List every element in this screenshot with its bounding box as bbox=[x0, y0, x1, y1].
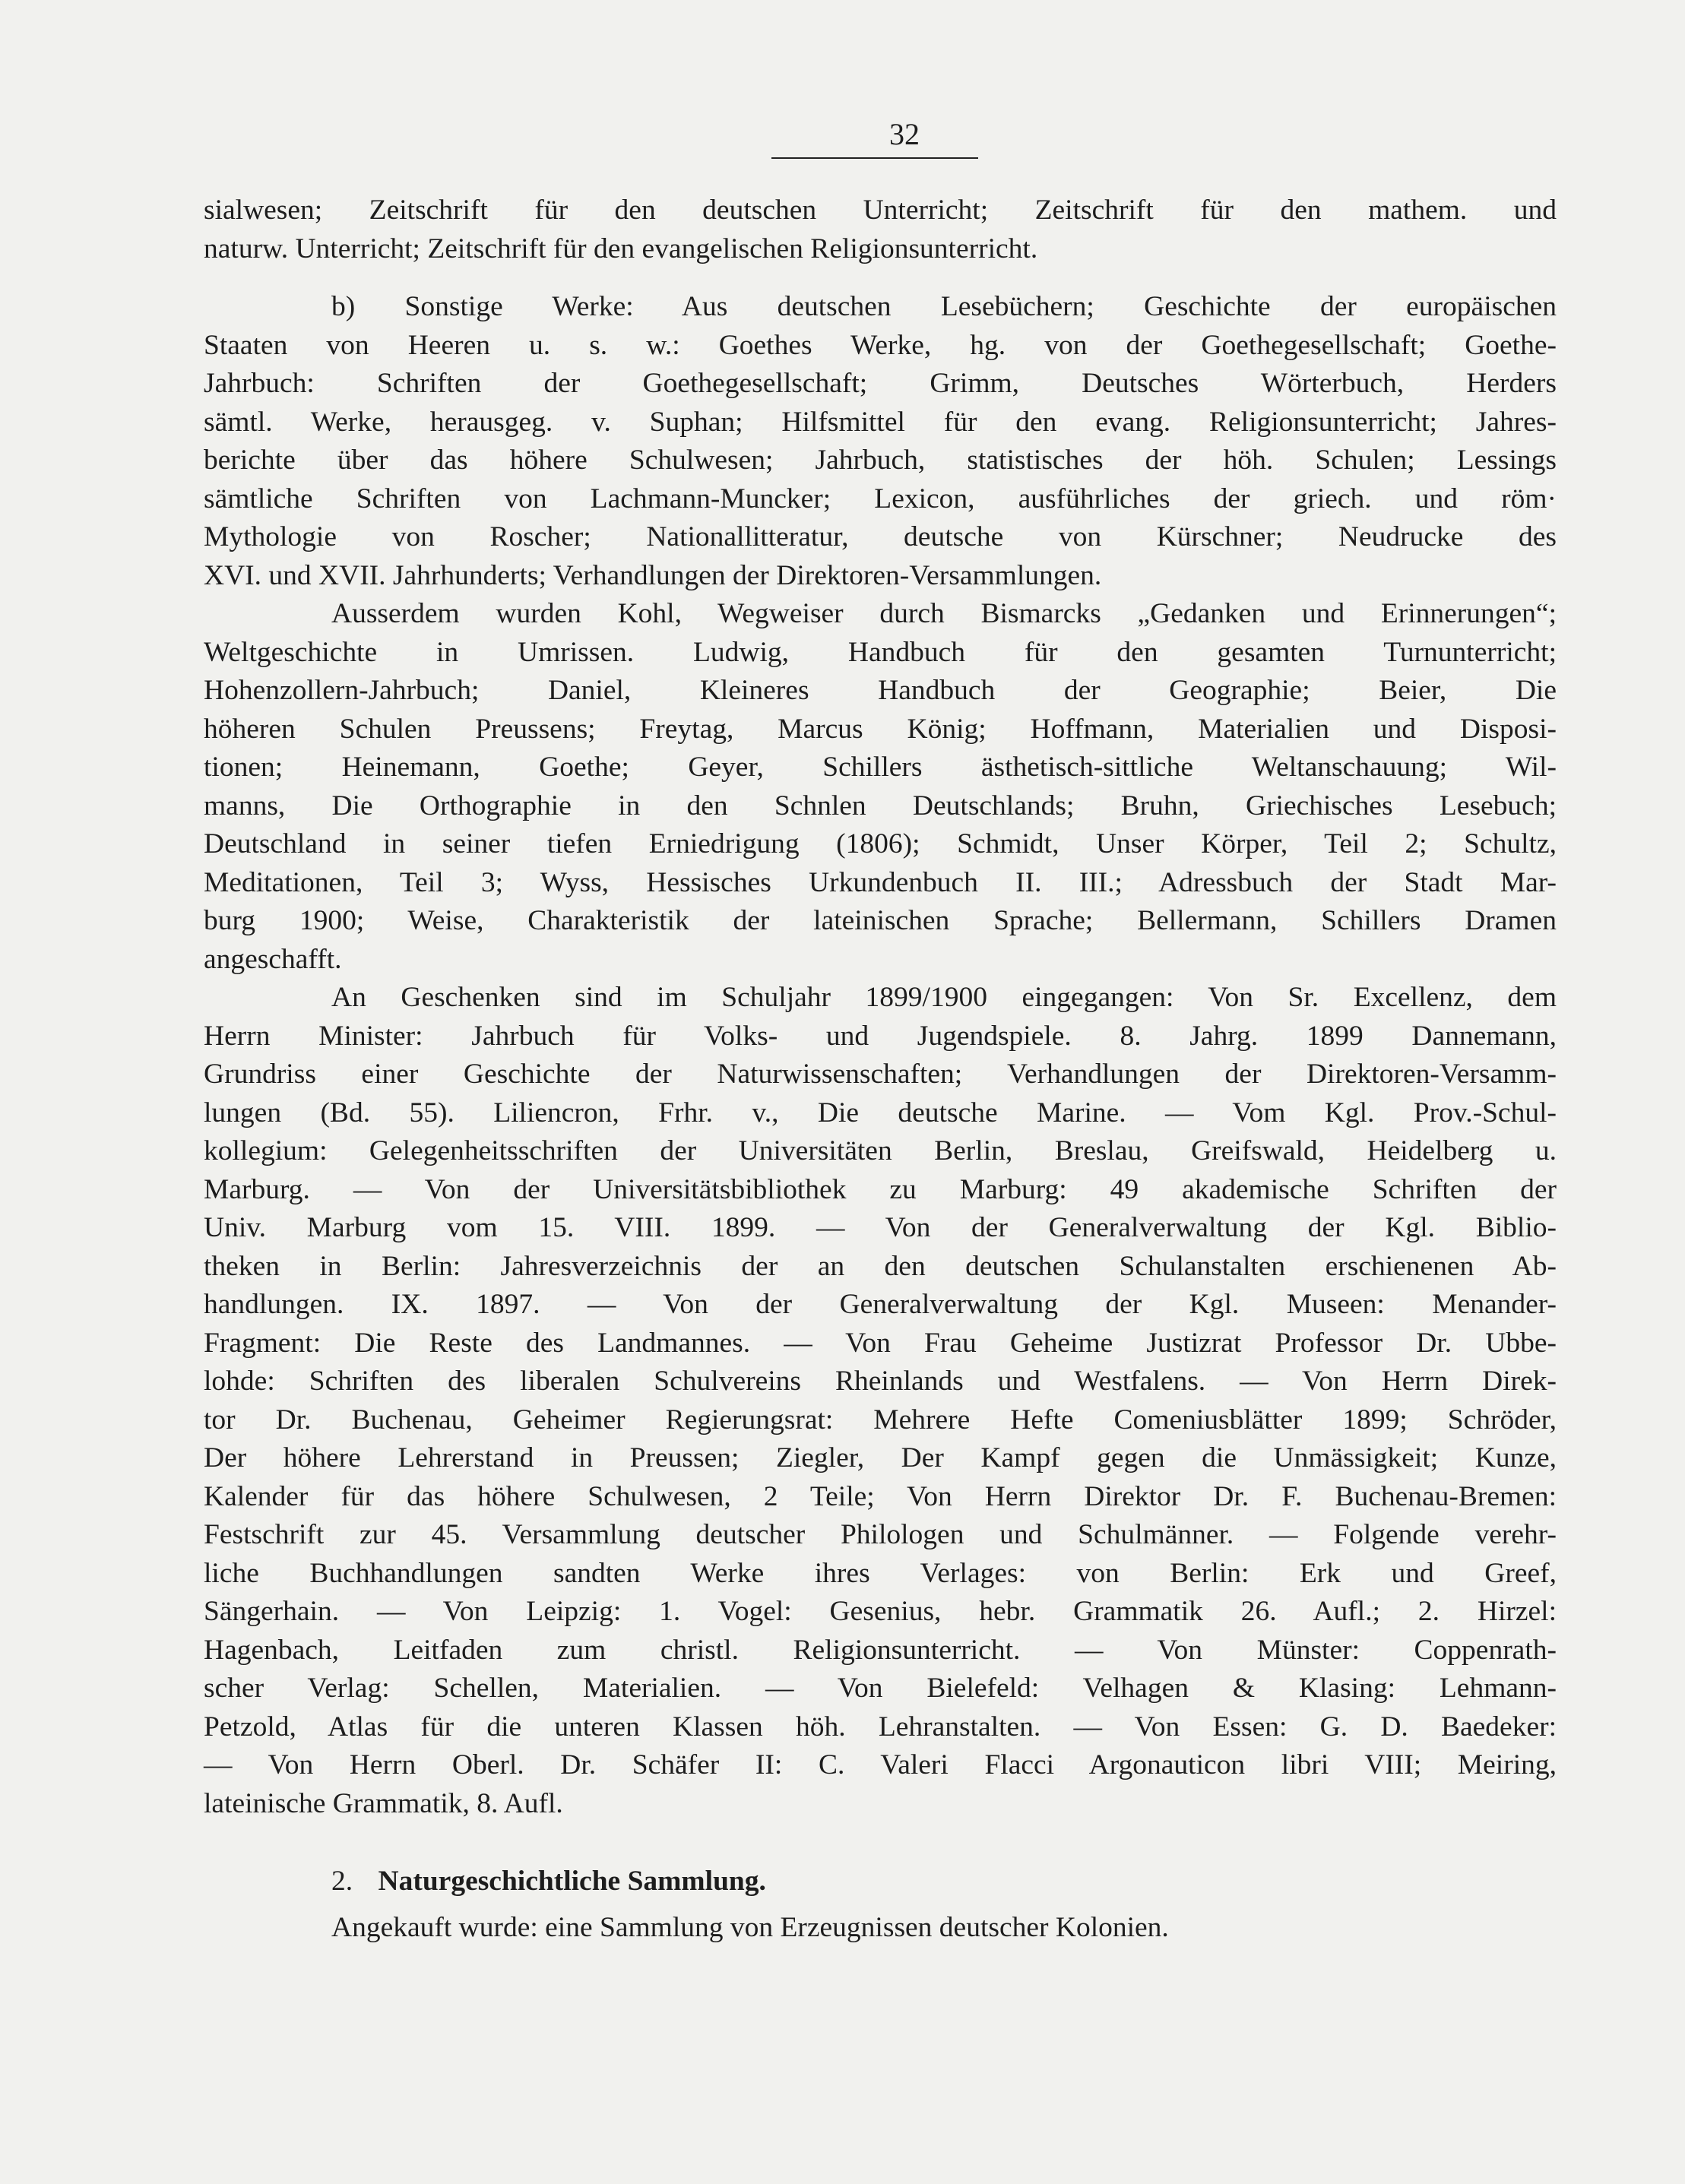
page-body bbox=[204, 191, 1557, 1947]
text-line: Grundriss einer Geschichte der Naturwissenschaften; Verhandlungen der Direktoren-Versamm- bbox=[204, 1059, 1557, 1090]
page-number: 32 bbox=[889, 117, 920, 151]
text-line: Hohenzollern-Jahrbuch; Daniel, Kleineres Handbuch der Geographie; Beier, Die bbox=[204, 675, 1557, 706]
text-line: Univ. Marburg vom 15. VIII. 1899. — Von der Generalverwaltung der Kgl. Biblio- bbox=[204, 1212, 1557, 1243]
paragraph-gap bbox=[204, 268, 1557, 288]
text-line: XVI. und XVII. Jahrhunderts; Verhandlungen der Direktoren-Versammlungen. bbox=[204, 559, 1102, 591]
text-line: Staaten von Heeren u. s. w.: Goethes Werke, hg. von der Goethegesellschaft; Goethe- bbox=[204, 329, 1557, 361]
page-number-rule bbox=[771, 157, 978, 159]
text-line: höheren Schulen Preussens; Freytag, Marcus König; Hoffmann, Materialien und Disposi- bbox=[204, 713, 1557, 745]
text-line: Hagenbach, Leitfaden zum christl. Religionsunterricht. — Von Münster: Coppenrath- bbox=[204, 1634, 1557, 1666]
text-line: b) Sonstige Werke: Aus deutschen Lesebüchern; Geschichte der europäischen bbox=[331, 291, 1557, 322]
text-line: sämtliche Schriften von Lachmann-Muncker; Lexicon, ausführliches der griech. und röm· bbox=[204, 483, 1557, 514]
text-line: Jahrbuch: Schriften der Goethegesellschaft; Grimm, Deutsches Wörterbuch, Herders bbox=[204, 368, 1557, 399]
text-line: sialwesen; Zeitschrift für den deutschen Unterricht; Zeitschrift für den mathem. und bbox=[204, 195, 1557, 226]
text-line: Weltgeschichte in Umrissen. Ludwig, Handbuch für den gesamten Turnunterricht; bbox=[204, 636, 1557, 668]
text-line: Petzold, Atlas für die unteren Klassen höh. Lehranstalten. — Von Essen: G. D. Baedeker: bbox=[204, 1711, 1557, 1742]
section-number: 2. bbox=[331, 1866, 353, 1897]
text-line: lateinische Grammatik, 8. Aufl. bbox=[204, 1787, 563, 1819]
section-heading bbox=[204, 1863, 1557, 1901]
text-line: theken in Berlin: Jahresverzeichnis der an den deutschen Schulanstalten erschienenen Ab- bbox=[204, 1250, 1557, 1282]
text-line: tionen; Heinemann, Goethe; Geyer, Schillers ästhetisch-sittliche Weltanschauung; Wil- bbox=[204, 752, 1557, 783]
text-line: scher Verlag: Schellen, Materialien. — Von Bielefeld: Velhagen & Klasing: Lehmann- bbox=[204, 1673, 1557, 1704]
section-title: Naturgeschichtliche Sammlung. bbox=[378, 1866, 766, 1897]
text-line: Marburg. — Von der Universitätsbibliothek zu Marburg: 49 akademische Schriften der bbox=[204, 1173, 1557, 1205]
text-line: Fragment: Die Reste des Landmannes. — Von Frau Geheime Justizrat Professor Dr. Ubbe- bbox=[204, 1327, 1557, 1359]
text-line: sämtl. Werke, herausgeg. v. Suphan; Hilfsmittel für den evang. Religionsunterricht; Jahres- bbox=[204, 406, 1557, 438]
text-line: naturw. Unterricht; Zeitschrift für den evangelischen Religionsunterricht. bbox=[204, 233, 1038, 264]
text-line: berichte über das höhere Schulwesen; Jahrbuch, statistisches der höh. Schulen; Lessings bbox=[204, 445, 1557, 476]
text-line: burg 1900; Weise, Charakteristik der lateinischen Sprache; Bellermann, Schillers Dramen bbox=[204, 905, 1557, 936]
text-line: kollegium: Gelegenheitsschriften der Universitäten Berlin, Breslau, Greifswald, Heidelberg u. bbox=[204, 1135, 1557, 1166]
text-line: Festschrift zur 45. Versammlung deutscher Philologen und Schulmänner. — Folgende verehr- bbox=[204, 1519, 1557, 1550]
text-line: Ausserdem wurden Kohl, Wegweiser durch Bismarcks „Gedanken und Erinnerungen“; bbox=[331, 598, 1557, 629]
text-line: Deutschland in seiner tiefen Erniedrigung (1806); Schmidt, Unser Körper, Teil 2; Schultz, bbox=[204, 828, 1557, 859]
text-line: liche Buchhandlungen sandten Werke ihres Verlages: von Berlin: Erk und Greef, bbox=[204, 1557, 1557, 1589]
text-lines bbox=[204, 191, 1557, 1823]
text-line: handlungen. IX. 1897. — Von der Generalverwaltung der Kgl. Museen: Menander- bbox=[204, 1289, 1557, 1320]
text-line: — Von Herrn Oberl. Dr. Schäfer II: C. Valeri Flacci Argonauticon libri VIII; Meiring, bbox=[204, 1749, 1557, 1780]
text-line: angeschafft. bbox=[204, 943, 342, 975]
text-line: lungen (Bd. 55). Liliencron, Frhr. v., Die deutsche Marine. — Vom Kgl. Prov.-Schul- bbox=[204, 1097, 1557, 1128]
text-line: Herrn Minister: Jahrbuch für Volks- und Jugendspiele. 8. Jahrg. 1899 Dannemann, bbox=[204, 1020, 1557, 1052]
text-line: An Geschenken sind im Schuljahr 1899/1900 eingegangen: Von Sr. Excellenz, dem bbox=[331, 982, 1557, 1013]
text-line: tor Dr. Buchenau, Geheimer Regierungsrat: Mehrere Hefte Comeniusblätter 1899; Schröder, bbox=[204, 1404, 1557, 1435]
text-line: Meditationen, Teil 3; Wyss, Hessisches Urkundenbuch II. III.; Adressbuch der Stadt Mar- bbox=[204, 866, 1557, 898]
text-line: Sängerhain. — Von Leipzig: 1. Vogel: Gesenius, hebr. Grammatik 26. Aufl.; 2. Hirzel: bbox=[204, 1596, 1557, 1627]
text-line: manns, Die Orthographie in den Schnlen Deutschlands; Bruhn, Griechisches Lesebuch; bbox=[204, 790, 1557, 821]
text-line: lohde: Schriften des liberalen Schulvereins Rheinlands und Westfalens. — Von Herrn Direk- bbox=[204, 1366, 1557, 1397]
closing-line: Angekauft wurde: eine Sammlung von Erzeugnissen deutscher Kolonien. bbox=[331, 1911, 1169, 1943]
text-line: Kalender für das höhere Schulwesen, 2 Teile; Von Herrn Direktor Dr. F. Buchenau-Bremen: bbox=[204, 1480, 1557, 1512]
text-line: Der höhere Lehrerstand in Preussen; Ziegler, Der Kampf gegen die Unmässigkeit; Kunze, bbox=[204, 1442, 1557, 1473]
text-line: Mythologie von Roscher; Nationallitteratur, deutsche von Kürschner; Neudrucke des bbox=[204, 521, 1557, 552]
